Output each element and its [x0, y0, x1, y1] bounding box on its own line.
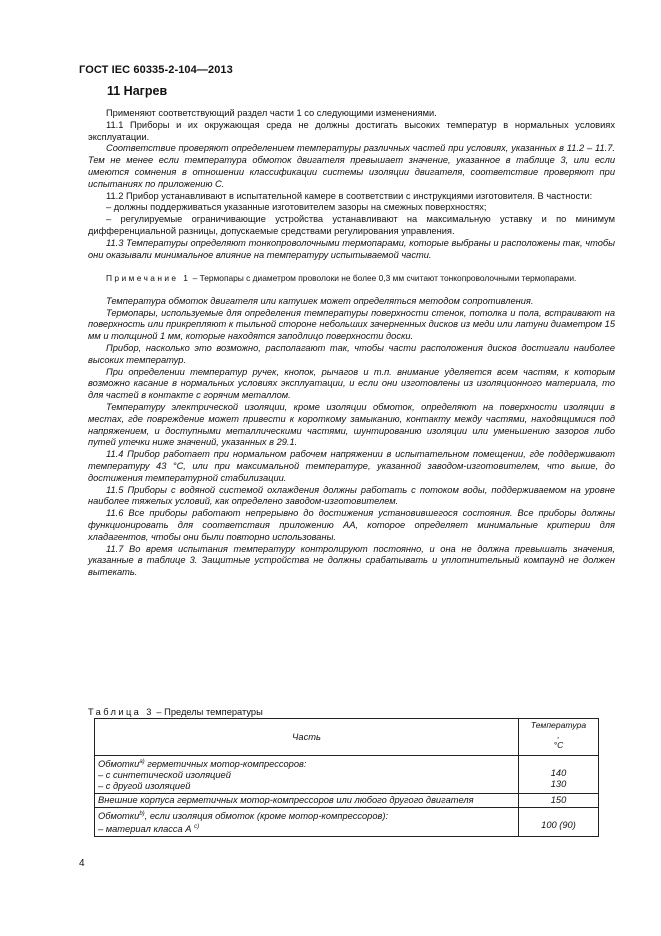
paragraph: 11.4 Прибор работает при нормальном рабочем напряжении в испытательном помещении, где поддерживают температуру 43 °С, или при максимальной температуре, указанной заводом-изготовителем, что выше, до достижения температурной стабилизации. [88, 449, 615, 483]
paragraph: Соответствие проверяют определением температуры различных частей при условиях, указанных в 11.2 – 11.7. Тем не менее если температура обмоток двигателя превышает значение, указанное в таблице 3, или если имеются сомнения в отношении классификации системы изоляции двигателя, соответствие проверяют при испытаниях по приложению С. [88, 143, 615, 189]
table-row [95, 756, 599, 794]
cell-value: 130 [550, 779, 567, 789]
document-code: ГОСТ IEC 60335-2-104—2013 [79, 64, 233, 76]
list-item: – регулируемые ограничивающие устройства устанавливают на максимальную уставку и по минимум дифференциальной разницы, допускаемые средствами регулирования управления. [88, 214, 615, 236]
paragraph: 11.2 Прибор устанавливают в испытательной камере в соответствии с инструкциями изготовителя. В частности: [106, 190, 593, 201]
cell-text: герметичных мотор-компрессоров: [144, 759, 307, 770]
footnote-ref: a) [139, 759, 145, 765]
header-part: Часть [95, 719, 519, 756]
note [88, 273, 615, 284]
section-title: 11 Нагрев [107, 84, 168, 98]
table-row [95, 794, 599, 808]
table-caption-text: – Пределы температуры [153, 707, 263, 717]
paragraph: 11.6 Все приборы работают непрерывно до достижения установившегося состояния. Все приборы должны функционировать для соответствия приложению АА, которое определяет минимальные критерии для хладагентов, чтобы они были повторно использованы. [88, 508, 615, 542]
paragraph: 11.1 Приборы и их окружающая среда не должны достигать высоких температур в нормальных условиях эксплуатации. [88, 119, 615, 142]
page-number: 4 [79, 858, 85, 869]
cell-text: – материал класса А [98, 824, 192, 835]
paragraph: Термопары, используемые для определения температуры поверхности стенок, потолка и пола, встраивают на поверхность или прикрепляют к тыльной стороне небольших зачерненных дисков из меди или латуни диаметром 15 мм и толщиной 1 мм, которые находятся заподлицо поверхности доски. [88, 307, 615, 342]
paragraph: Температуру электрической изоляции, кроме изоляции обмоток, определяют на поверхности изоляции в местах, где повреждение может привести к короткому замыканию, контакту между частями, находящимися под напряжением, и доступными металлическими частями, шунтированию изоляции или уменьшению зазоров либо путей утечки ниже значений, указанных в 29.1. [88, 402, 615, 448]
paragraph: 11.3 Температуры определяют тонкопроволочными термопарами, которые выбраны и расположены так, чтобы они оказывали минимальное влияние на температуру испытываемой части. [88, 237, 615, 260]
footnote-ref: c) [194, 824, 200, 831]
paragraph: 11.5 Приборы с водяной системой охлаждения должны работать с потоком воды, поддерживаемом на уровне наиболее тяжелых условий, как определено заводом-изготовителем. [88, 484, 615, 507]
row-temp [519, 808, 599, 837]
paragraph: 11.7 Во время испытания температуру контролируют постоянно, и она не должна превышать значения, указанные в таблице 3. Защитные устройства не должны срабатывать и уплотнительный компаунд не должен вытекать. [88, 543, 615, 578]
paragraph: Применяют соответствующий раздел части 1 со следующими изменениями. [106, 108, 437, 118]
body-text [88, 108, 615, 579]
paragraph: При определении температур ручек, кнопок, рычагов и т.п. внимание уделяется всем частям, к которым возможно касание в нормальных условиях эксплуатации, и если они изготовлены из изоляционного материала, то для частей в контакте с горячим металлом. [88, 366, 615, 401]
row-temp: 150 [519, 794, 599, 808]
row-part [95, 808, 519, 837]
temperature-limits-table [94, 718, 599, 837]
footnote-ref: b) [139, 811, 145, 818]
row-part [95, 756, 519, 794]
cell-text: – с синтетической изоляцией [98, 770, 231, 781]
table-caption [88, 707, 263, 717]
cell-text: Обмотки [98, 811, 140, 822]
paragraph: Температура обмоток двигателя или катушек может определяться методом сопротивления. [106, 295, 534, 306]
cell-text: , если изоляция обмоток (кроме мотор-компрессоров): [144, 811, 389, 822]
table-header-row [95, 719, 599, 756]
list-item: – должны поддерживаться указанные изготовителем зазоры на смежных поверхностях; [106, 202, 487, 213]
cell-value: 100 (90) [541, 820, 576, 831]
header-temperature [519, 719, 599, 756]
table-row [95, 808, 599, 837]
table-caption-label: Таблица 3 [88, 707, 154, 717]
row-part: Внешние корпуса герметичных мотор-компрессоров или любого другого двигателя [95, 794, 519, 808]
header-temperature-label: Температура [530, 720, 587, 730]
note-label: Примечание 1 [106, 273, 191, 284]
note-text: – Термопары с диаметром проволоки не более 0,3 мм считают тонкопроволочными термопарами. [190, 273, 577, 284]
row-temp [519, 756, 599, 794]
cell-text: Обмотки [98, 759, 140, 770]
cell-text: – с другой изоляцией [98, 781, 191, 792]
cell-value: 140 [550, 768, 567, 778]
paragraph: Прибор, насколько это возможно, располагают так, чтобы части расположения дисков достигали наиболее высоких температур. [88, 343, 615, 365]
header-temperature-comma: , [557, 730, 560, 740]
header-temperature-unit: °С [553, 740, 564, 750]
